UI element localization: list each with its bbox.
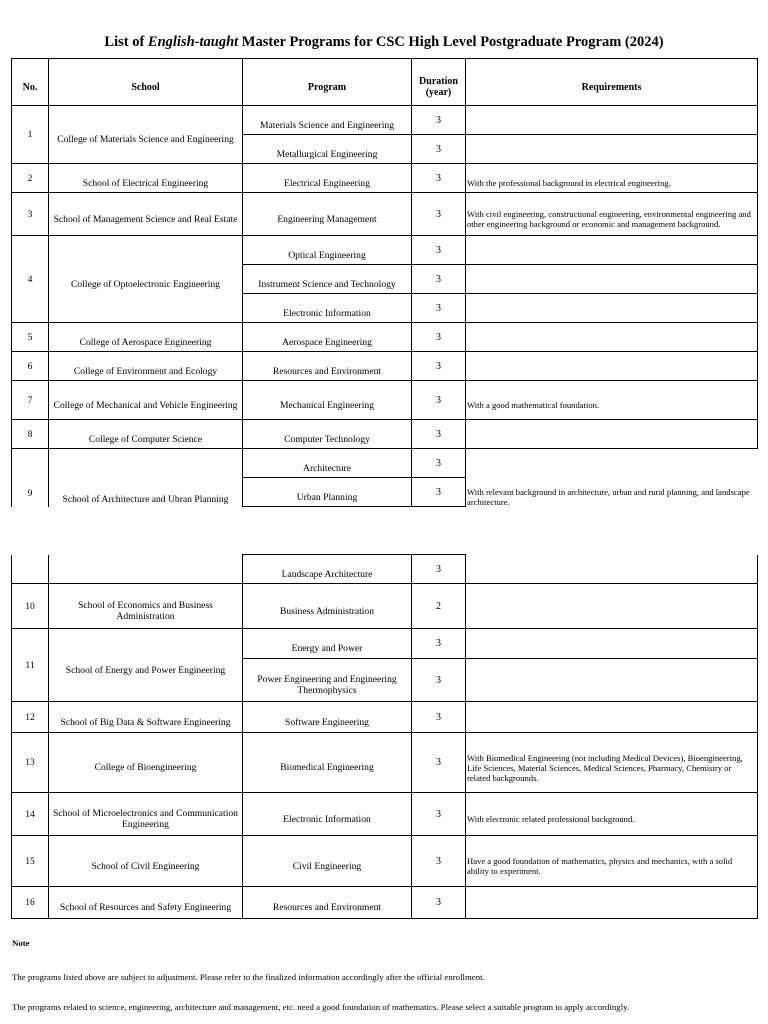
program-en: Engineering Management: [277, 213, 377, 225]
duration-cell: 3: [412, 733, 466, 793]
requirements-cell: [466, 265, 758, 294]
requirements-cell: [466, 420, 758, 449]
requirements-cell: [466, 887, 758, 919]
requirements-zh: [467, 199, 756, 209]
school-zh: [51, 168, 240, 178]
program-zh: [245, 804, 409, 814]
school-zh: [51, 390, 240, 400]
requirements-cell: [466, 702, 758, 733]
program-zh: [245, 139, 409, 149]
row-number: 10: [12, 584, 49, 629]
table-row: [12, 836, 758, 887]
program-zh: [245, 356, 409, 366]
row-number: 7: [12, 381, 49, 420]
duration-cell: 3: [412, 659, 466, 702]
program-cell: [243, 135, 412, 164]
program-cell: [243, 420, 412, 449]
program-en: Mechanical Engineering: [279, 399, 375, 411]
duration-cell: 3: [412, 629, 466, 659]
program-zh: [245, 707, 409, 717]
requirements-cell: [466, 352, 758, 381]
requirements-cell: [466, 323, 758, 352]
school-zh: [51, 892, 240, 902]
school-cell: [49, 420, 243, 449]
requirements-en: With Biomedical Engineering (not including Medical Devices), Bioengineering, Life Sciences, Material Sciences, Medical Sciences, Pharmacy, Chemistry or related backgrounds.: [467, 752, 743, 783]
school-en: School of Resources and Safety Engineering: [59, 902, 232, 913]
requirements-cell: [466, 193, 758, 236]
requirements-cell: [466, 381, 758, 420]
school-zh: [51, 204, 240, 214]
header-school: [49, 59, 243, 106]
school-zh: [51, 707, 240, 717]
school-cell: [49, 323, 243, 352]
program-cell: [243, 265, 412, 294]
requirements-cell: [466, 793, 758, 836]
program-zh: [245, 390, 409, 400]
requirements-cell: [466, 294, 758, 323]
row-number: 2: [12, 164, 49, 193]
duration-cell: 3: [412, 164, 466, 193]
school-en: School of Management Science and Real Estate: [53, 213, 238, 225]
duration-cell: 3: [412, 193, 466, 236]
requirements-cell: [466, 449, 758, 507]
note-item-1: [12, 962, 758, 982]
school-cell: [49, 584, 243, 629]
school-cell: [49, 887, 243, 919]
school-cell: [49, 702, 243, 733]
school-zh: [51, 424, 240, 434]
program-en: Aerospace Engineering: [282, 336, 372, 348]
school-zh: [51, 655, 240, 665]
table-row: [12, 323, 758, 352]
table-header-row: [12, 59, 758, 106]
requirements-en: With the professional background in electrical engineering.: [467, 178, 671, 188]
title-italic: English-taught: [147, 34, 239, 50]
program-en: Materials Science and Engineering: [260, 119, 394, 131]
notes-heading-en: Note: [12, 938, 30, 948]
note-zh: [12, 992, 758, 1002]
notes-heading: [12, 938, 758, 950]
requirements-zh: [467, 846, 756, 856]
school-zh: [51, 327, 240, 337]
school-en: School of Big Data & Software Engineering: [60, 716, 231, 728]
table-row: [12, 352, 758, 381]
school-cell: [49, 629, 243, 702]
school-zh: [51, 590, 240, 600]
duration-cell: 3: [412, 702, 466, 733]
school-cell: [49, 449, 243, 507]
program-zh: [245, 596, 409, 606]
table-row: [12, 381, 758, 420]
program-cell: [243, 555, 412, 584]
school-cell: [49, 793, 243, 836]
table-row: [12, 584, 758, 629]
requirements-zh: [467, 168, 756, 178]
requirements-cell: [466, 164, 758, 193]
program-en: Software Engineering: [285, 716, 369, 728]
program-en: Urban Planning: [296, 491, 358, 503]
program-en: Instrument Science and Technology: [258, 278, 396, 290]
program-cell: [243, 236, 412, 265]
program-en: Electrical Engineering: [283, 177, 371, 189]
duration-cell: 3: [412, 793, 466, 836]
school-en: College of Materials Science and Engineering: [57, 134, 234, 145]
table-row: [12, 164, 758, 193]
program-cell: [243, 381, 412, 420]
program-en: Metallurgical Engineering: [276, 148, 378, 160]
title-prefix: List of: [104, 34, 148, 50]
note-zh: [12, 962, 758, 972]
requirements-cell: [466, 236, 758, 265]
row-number: 4: [12, 236, 49, 323]
table-row: [12, 629, 758, 659]
requirements-en: With electronic related professional background.: [467, 814, 635, 824]
school-zh: [51, 269, 240, 279]
requirements-en: With relevant background in architecture, urban and rural planning, and landscape architecture.: [467, 486, 750, 507]
row-number: 13: [12, 733, 49, 793]
programs-table-page-1: [11, 58, 758, 507]
requirements-en: With civil engineering, constructional engineering, environmental engineering and other engineering background or economic and management background.: [467, 209, 751, 229]
table-row: [12, 887, 758, 919]
school-cell-continued: [49, 555, 243, 584]
table-row: [12, 193, 758, 236]
program-cell: [243, 164, 412, 193]
row-number: 12: [12, 702, 49, 733]
row-number: 16: [12, 887, 49, 919]
school-cell: [49, 381, 243, 420]
notes-section: [12, 938, 758, 1012]
header-duration-zh: [414, 66, 463, 76]
row-number: 8: [12, 420, 49, 449]
duration-cell: 3: [412, 352, 466, 381]
program-cell: [243, 629, 412, 659]
school-zh: [51, 851, 240, 861]
header-program: [243, 59, 412, 106]
duration-cell: 3: [412, 294, 466, 323]
row-number: 3: [12, 193, 49, 236]
duration-cell: 3: [412, 478, 466, 507]
program-cell: [243, 793, 412, 836]
program-en: Business Administration: [279, 605, 375, 617]
program-zh: [245, 168, 409, 178]
duration-cell: 3: [412, 887, 466, 919]
school-zh: [51, 752, 240, 762]
school-cell: [49, 106, 243, 164]
requirements-zh: [467, 390, 756, 400]
table-row: [12, 420, 758, 449]
program-en: Electronic Information: [283, 813, 371, 825]
duration-cell: 3: [412, 555, 466, 584]
header-no-en: No.: [22, 81, 38, 93]
program-en: Resources and Environment: [272, 902, 382, 913]
program-zh: [245, 298, 409, 308]
program-cell: [243, 836, 412, 887]
program-en: Optical Engineering: [288, 249, 366, 261]
program-cell: [243, 659, 412, 702]
school-en: College of Computer Science: [88, 433, 203, 445]
table-row: [12, 236, 758, 265]
header-requirements-en: Requirements: [581, 81, 642, 93]
school-cell: [49, 164, 243, 193]
requirements-cell: [466, 836, 758, 887]
duration-cell: 3: [412, 135, 466, 164]
school-zh: [51, 484, 240, 494]
header-no-zh: [14, 72, 46, 82]
duration-cell: 3: [412, 420, 466, 449]
row-number-continued: [12, 555, 49, 584]
program-zh: [245, 269, 409, 279]
header-duration: [412, 59, 466, 106]
note-item-2: [12, 992, 758, 1012]
document-title-chinese: [0, 16, 768, 34]
school-en: School of Electrical Engineering: [82, 177, 209, 189]
table-row: [12, 106, 758, 135]
school-cell: [49, 236, 243, 323]
row-number: 15: [12, 836, 49, 887]
duration-cell: 3: [412, 381, 466, 420]
header-duration-en: Duration (year): [419, 76, 458, 98]
program-zh: [245, 633, 409, 643]
program-zh: [245, 752, 409, 762]
school-en: School of Architecture and Ubran Planning: [62, 493, 229, 505]
school-zh: [51, 124, 240, 134]
school-en: College of Environment and Ecology: [73, 365, 218, 377]
requirements-en: With a good mathematical foundation.: [467, 400, 600, 410]
program-cell: [243, 352, 412, 381]
program-cell: [243, 323, 412, 352]
program-cell: [243, 449, 412, 478]
table-row: [12, 702, 758, 733]
duration-cell: 3: [412, 106, 466, 135]
program-cell: [243, 733, 412, 793]
duration-cell: 2: [412, 584, 466, 629]
duration-cell: 3: [412, 265, 466, 294]
duration-cell: 3: [412, 449, 466, 478]
school-en: School of Civil Engineering: [91, 860, 200, 872]
requirements-cell: [466, 135, 758, 164]
school-zh: [51, 798, 240, 808]
duration-cell: 3: [412, 323, 466, 352]
table-row: [12, 555, 758, 584]
requirements-cell: [466, 629, 758, 659]
row-number: 1: [12, 106, 49, 164]
school-en: School of Microelectronics and Communication Engineering: [53, 808, 238, 830]
header-requirements: [466, 59, 758, 106]
programs-table-page-2: [11, 554, 758, 919]
program-cell: [243, 478, 412, 507]
program-cell: [243, 584, 412, 629]
school-cell: [49, 733, 243, 793]
header-program-en: Program: [307, 81, 347, 93]
requirements-cell: [466, 733, 758, 793]
school-en: College of Aerospace Engineering: [79, 336, 212, 348]
table-row: [12, 733, 758, 793]
program-zh: [245, 482, 409, 492]
row-number: 6: [12, 352, 49, 381]
program-zh: [245, 204, 409, 214]
duration-cell: 3: [412, 236, 466, 265]
program-zh: [245, 559, 409, 569]
requirements-cell: [466, 584, 758, 629]
note-en: The programs related to science, engineering, architecture and management, etc. need a good foundation of mathematics. Please select a suitable program to apply accordingly.: [12, 1002, 630, 1012]
program-zh: [245, 851, 409, 861]
school-zh: [51, 356, 240, 366]
program-en: Electronic Information: [283, 307, 371, 319]
requirements-cell: [466, 106, 758, 135]
program-zh: [245, 424, 409, 434]
program-zh: [245, 240, 409, 250]
row-number: 9: [12, 449, 49, 507]
school-en: College of Optoelectronic Engineering: [71, 278, 220, 290]
requirements-cell: [466, 555, 758, 584]
school-cell: [49, 836, 243, 887]
requirements-zh: [467, 477, 757, 487]
program-en: Computer Technology: [284, 433, 370, 445]
header-requirements-zh: [468, 72, 755, 82]
program-en: Architecture: [303, 462, 351, 474]
program-zh: [245, 327, 409, 337]
program-cell: [243, 702, 412, 733]
requirements-zh: [467, 743, 756, 753]
school-en: School of Economics and Business Administration: [78, 600, 213, 622]
program-en: Landscape Architecture: [281, 568, 373, 580]
program-cell: [243, 294, 412, 323]
requirements-en: Have a good foundation of mathematics, physics and mechanics, with a solid ability to experiment.: [467, 856, 733, 876]
row-number: 5: [12, 323, 49, 352]
row-number: 11: [12, 629, 49, 702]
requirements-cell: [466, 659, 758, 702]
program-en: Power Engineering and Engineering Thermophysics: [257, 674, 397, 696]
program-zh: [245, 110, 409, 120]
header-school-zh: [51, 72, 240, 82]
school-cell: [49, 352, 243, 381]
program-en: Energy and Power: [291, 643, 363, 654]
school-en: College of Mechanical and Vehicle Engineering: [53, 399, 238, 411]
school-en: College of Bioengineering: [94, 762, 197, 773]
program-zh: [245, 664, 409, 674]
school-en: School of Energy and Power Engineering: [65, 664, 226, 676]
requirements-zh: [467, 804, 756, 814]
document-title-english: [0, 34, 768, 51]
header-program-zh: [245, 72, 409, 82]
header-no: [12, 59, 49, 106]
program-en: Resources and Environment: [272, 365, 382, 377]
program-zh: [245, 453, 409, 463]
title-suffix: Master Programs for CSC High Level Postgraduate Program (2024): [238, 34, 664, 50]
duration-cell: 3: [412, 836, 466, 887]
program-en: Civil Engineering: [292, 860, 362, 872]
table-row: [12, 449, 758, 478]
header-school-en: School: [131, 81, 160, 93]
table-row: [12, 793, 758, 836]
program-cell: [243, 193, 412, 236]
note-en: The programs listed above are subject to adjustment. Please refer to the finalized information accordingly after the official enrollment.: [12, 972, 485, 982]
row-number: 14: [12, 793, 49, 836]
program-en: Biomedical Engineering: [280, 762, 374, 773]
program-zh: [245, 892, 409, 902]
program-cell: [243, 887, 412, 919]
program-cell: [243, 106, 412, 135]
school-cell: [49, 193, 243, 236]
